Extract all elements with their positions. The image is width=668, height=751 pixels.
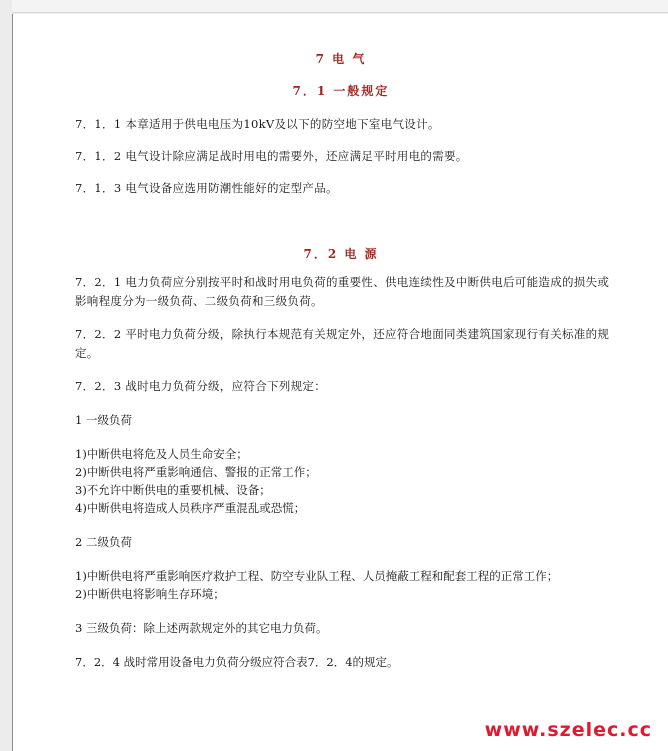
clause-7-2-4: 7．2．4 战时常用设备电力负荷分级应符合表7．2．4的规定。 — [75, 655, 399, 669]
clause-7-1-1: 7．1．1 本章适用于供电电压为10kV及以下的防空地下室电气设计。 — [75, 117, 440, 131]
clause-7-1-2: 7．1．2 电气设计除应满足战时用电的需要外，还应满足平时用电的需要。 — [75, 149, 468, 163]
clause-7-2-1: 7．2．1 电力负荷应分别按平时和战时用电负荷的重要性、供电连续性及中断供电后可能造成的损失或影响程度分为一级负荷、二级负荷和三级负荷。 — [75, 275, 610, 308]
document-page — [12, 14, 668, 751]
site-watermark: www.szelec.cc — [484, 719, 652, 741]
grade-2-heading: 2 二级负荷 — [75, 535, 132, 549]
list-item: 1)中断供电将危及人员生命安全； — [75, 447, 248, 461]
chapter-title: 7 电 气 — [315, 52, 367, 66]
clause-7-2-3: 7．2．3 战时电力负荷分级，应符合下列规定： — [75, 379, 327, 393]
list-item: 1)中断供电将严重影响医疗救护工程、防空专业队工程、人员掩蔽工程和配套工程的正常工作； — [75, 569, 559, 583]
list-item: 2)中断供电将影响生存环境； — [75, 587, 225, 601]
viewer-toolbar-strip — [0, 0, 668, 13]
list-item: 3)不允许中断供电的重要机械、设备； — [75, 483, 271, 497]
section-title-7-2: 7．2 电 源 — [303, 247, 379, 261]
viewer-left-margin — [0, 0, 12, 751]
grade-3-text: 3 三级负荷：除上述两款规定外的其它电力负荷。 — [75, 621, 328, 635]
clause-7-2-2: 7．2．2 平时电力负荷分级，除执行本规范有关规定外，还应符合地面同类建筑国家现行有关标准的规定。 — [75, 327, 610, 360]
list-item: 2)中断供电将严重影响通信、警报的正常工作； — [75, 465, 317, 479]
grade-1-heading: 1 一级负荷 — [75, 413, 132, 427]
section-title-7-1: 7．1 一般规定 — [292, 84, 390, 98]
clause-7-1-3: 7．1．3 电气设备应选用防潮性能好的定型产品。 — [75, 181, 338, 195]
list-item: 4)中断供电将造成人员秩序严重混乱或恐慌； — [75, 501, 306, 515]
